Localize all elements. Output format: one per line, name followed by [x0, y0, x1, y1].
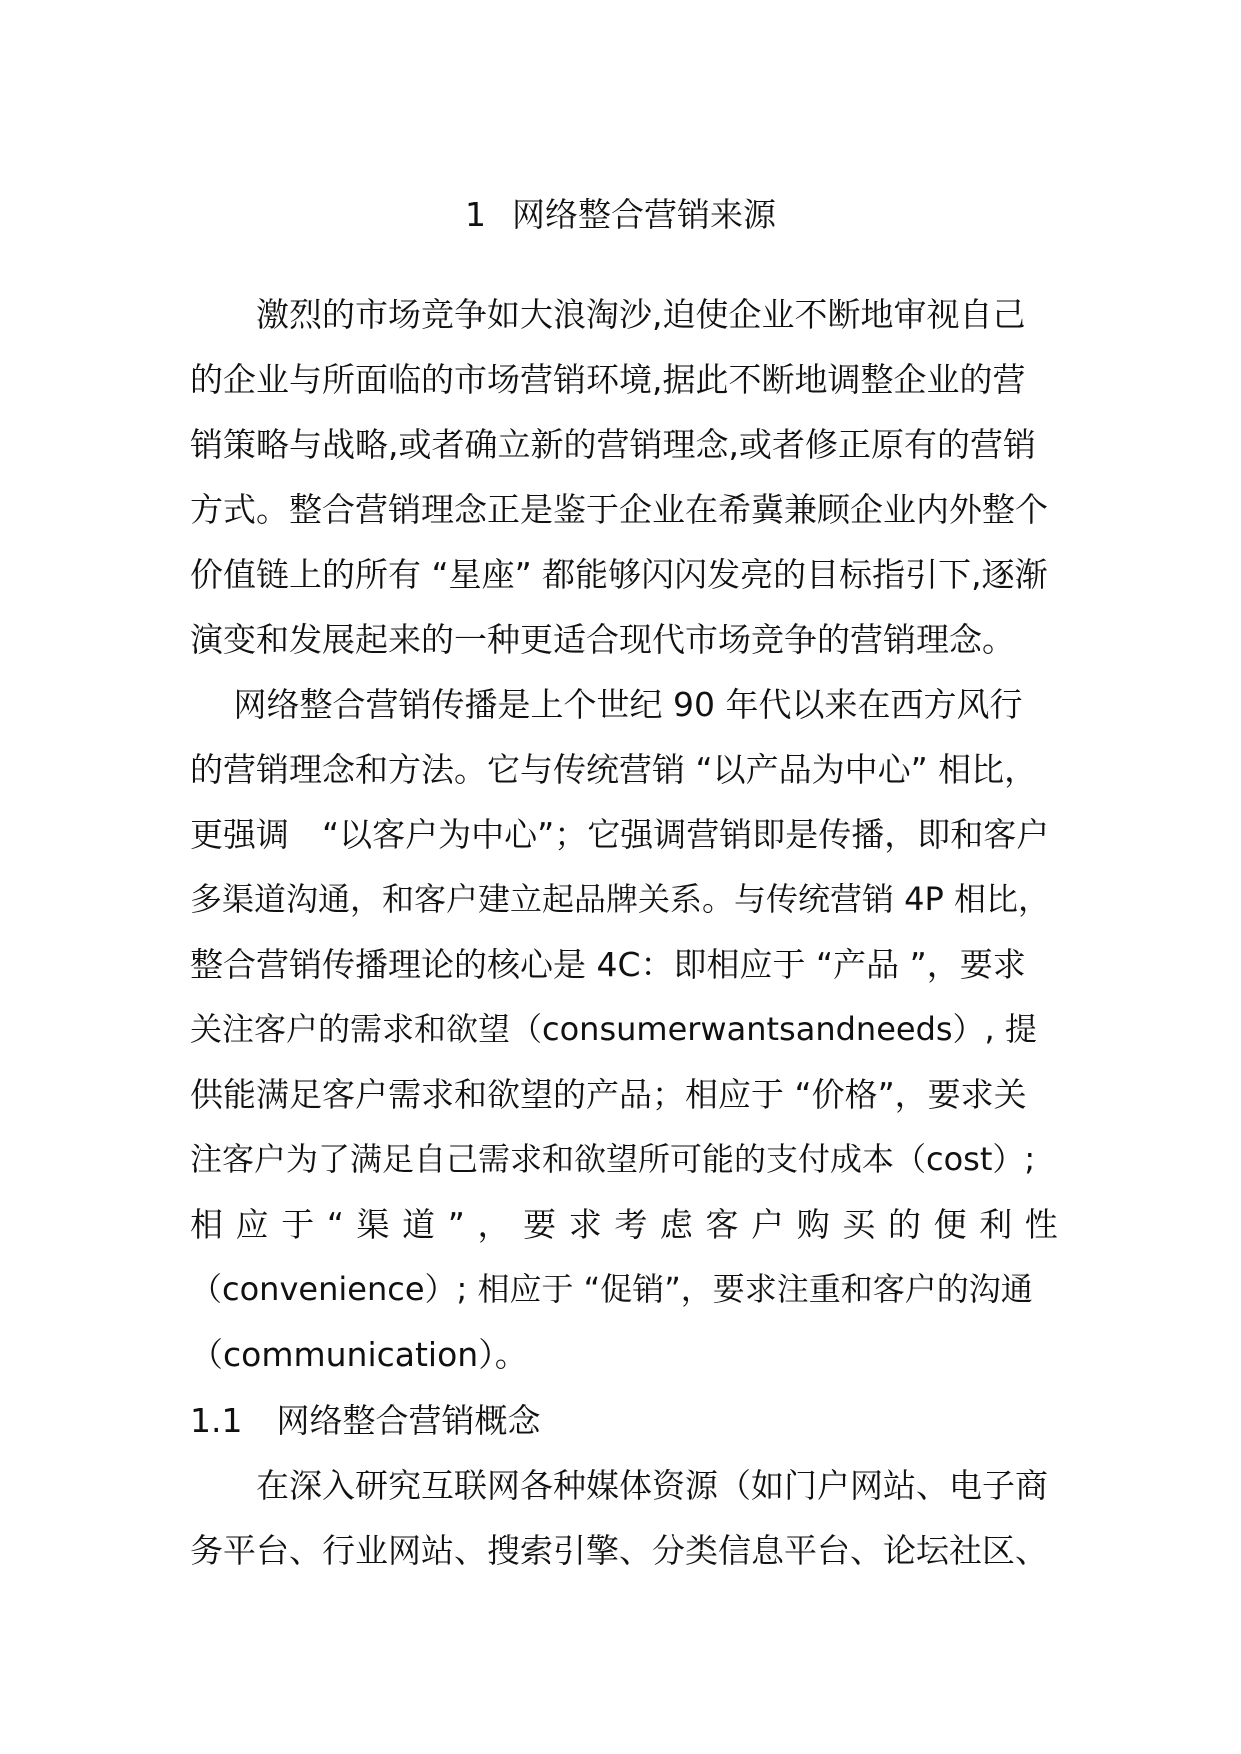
justified-char: 的	[887, 1205, 921, 1244]
justified-char: “	[326, 1205, 344, 1244]
justified-char: 便	[933, 1205, 967, 1244]
paragraph-1	[190, 282, 1058, 672]
paragraph-line: 的营销理念和方法。它与传统营销 “以产品为中心” 相比，	[190, 750, 1038, 789]
justified-char: 考	[614, 1205, 648, 1244]
justified-char: 渠	[356, 1205, 390, 1244]
justified-char: 应	[235, 1205, 269, 1244]
justified-char: 虑	[659, 1205, 693, 1244]
paragraph-line: 激烈的市场竞争如大浪淘沙,迫使企业不断地审视自己	[190, 295, 1026, 334]
justified-char: ”	[447, 1205, 465, 1244]
justified-char: ，	[477, 1205, 511, 1244]
paragraph-line: 价值链上的所有 “星座” 都能够闪闪发亮的目标指引下,逐渐	[190, 555, 1048, 594]
justified-char: 买	[842, 1205, 876, 1244]
justified-char: 户	[751, 1205, 785, 1244]
paragraph-line: 更强调 “以客户为中心”；它强调营销即是传播，即和客户	[190, 815, 1050, 854]
paragraph-line: 供能满足客户需求和欲望的产品；相应于 “价格”，要求关	[190, 1075, 1027, 1114]
paragraph-line: （convenience）; 相应于 “促销”，要求注重和客户的沟通	[190, 1270, 1033, 1308]
subsection-title: 网络整合营销概念	[276, 1401, 541, 1440]
paragraph-line: 演变和发展起来的一种更适合现代市场竞争的营销理念。	[190, 620, 1015, 659]
justified-char: 性	[1024, 1205, 1058, 1244]
justified-char: 道	[402, 1205, 436, 1244]
paragraph-line: 销策略与战略,或者确立新的营销理念,或者修正原有的营销	[190, 425, 1036, 464]
paragraph-line: 关注客户的需求和欲望（consumerwantsandneeds）, 提	[190, 1010, 1037, 1048]
paragraph-line: 务平台、行业网站、搜索引擎、分类信息平台、论坛社区、	[190, 1531, 1048, 1570]
paragraph-line: 注客户为了满足自己需求和欲望所可能的支付成本（cost）;	[190, 1140, 1036, 1178]
justified-char: 相	[190, 1205, 223, 1244]
paragraph-line: 整合营销传播理论的核心是 4C：即相应于 “产品 ”，要求	[190, 945, 1026, 984]
paragraph-line: 在深入研究互联网各种媒体资源（如门户网站、电子商	[190, 1466, 1048, 1505]
justified-line	[190, 1192, 1058, 1257]
paragraph-line: 网络整合营销传播是上个世纪 90 年代以来在西方风行	[190, 685, 1023, 724]
justified-char: 利	[979, 1205, 1013, 1244]
justified-char: 于	[281, 1205, 315, 1244]
subsection-heading	[190, 1388, 1058, 1453]
section-number: 1	[465, 195, 486, 234]
justified-char: 要	[523, 1205, 557, 1244]
paragraph-3	[190, 1453, 1058, 1583]
justified-char: 客	[705, 1205, 739, 1244]
paragraph-line: 多渠道沟通，和客户建立起品牌关系。与传统营销 4P 相比，	[190, 880, 1051, 918]
paragraph-line: 方式。整合营销理念正是鉴于企业在希冀兼顾企业内外整个	[190, 490, 1048, 529]
justified-char: 购	[796, 1205, 830, 1244]
section-heading	[0, 192, 1241, 238]
paragraph-line: 的企业与所面临的市场营销环境,据此不断地调整企业的营	[190, 360, 1026, 399]
paragraph-line: （communication）。	[190, 1335, 528, 1374]
subsection-number: 1.1	[190, 1401, 243, 1440]
section-title: 网络整合营销来源	[512, 195, 776, 234]
paragraph-2	[190, 672, 1058, 1387]
justified-char: 求	[568, 1205, 602, 1244]
